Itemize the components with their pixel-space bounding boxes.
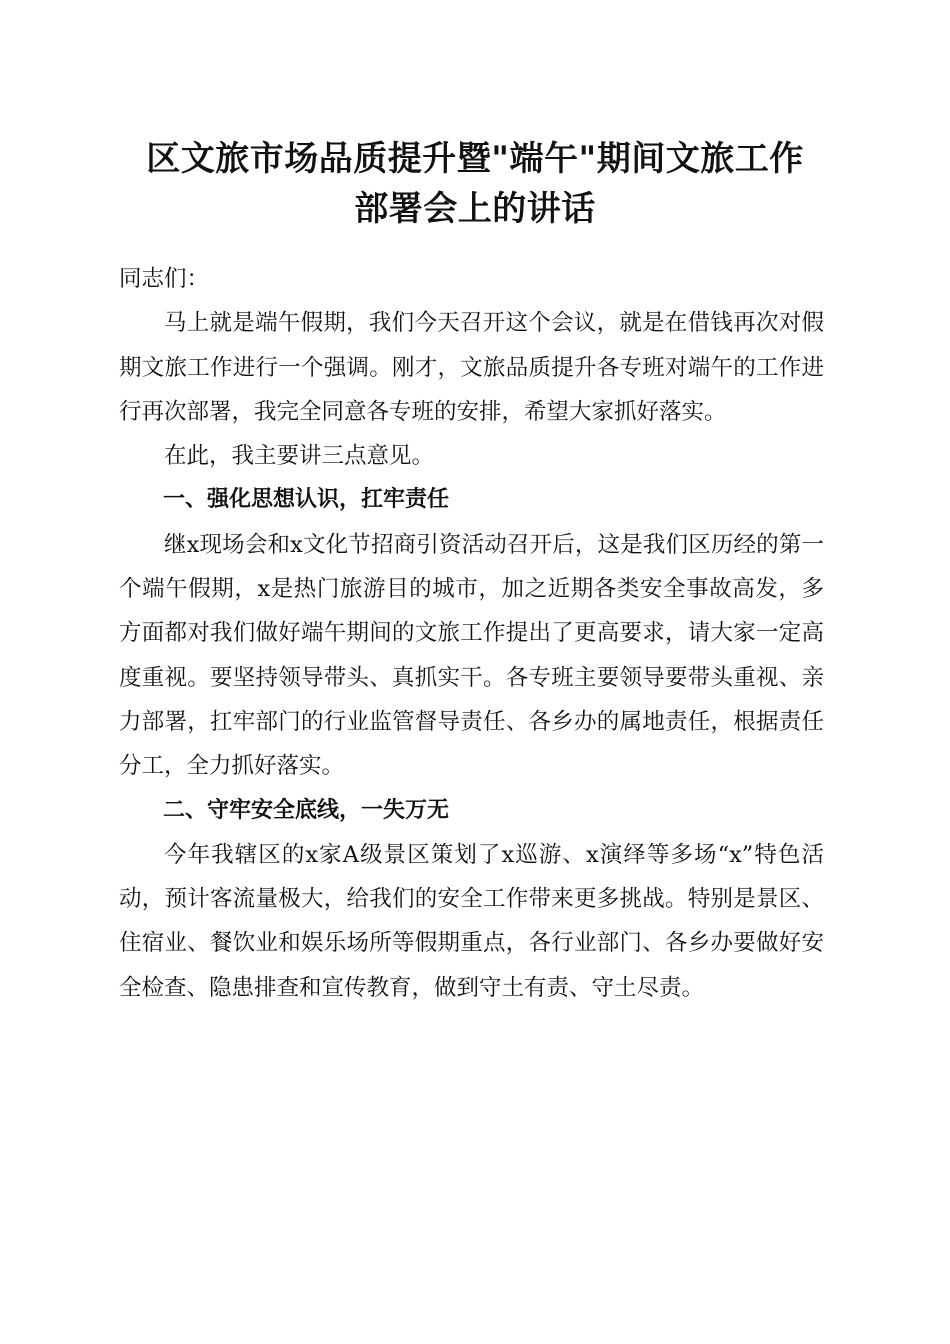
title-line-1: 区文旅市场品质提升暨"端午"期间文旅工作: [146, 139, 804, 179]
paragraph-section-2: 今年我辖区的x家A级景区策划了x巡游、x演绎等多场“x”特色活动，预计客流量极大，给我们的安全工作带来更多挑战。特别是景区、住宿业、餐饮业和娱乐场所等假期重点，各行业部门、各乡办要做好安全检查、隐患排查和宣传教育，做到守土有责、守土尽责。: [119, 841, 824, 1001]
title-line-2: 部署会上的讲话: [354, 189, 596, 229]
section-heading-2: 二、守牢安全底线，一失万无: [163, 797, 450, 823]
salutation: 同志们：: [119, 266, 210, 292]
section-heading-1: 一、强化思想认识，扛牢责任: [163, 487, 450, 513]
speech-body: [119, 257, 824, 1010]
page-title: [100, 134, 850, 234]
paragraph-three-points: 在此，我主要讲三点意见。: [164, 443, 435, 470]
paragraph-intro: 马上就是端午假期，我们今天召开这个会议，就是在借钱再次对假期文旅工作进行一个强调。刚才，文旅品质提升各专班对端午的工作进行再次部署，我完全同意各专班的安排，希望大家抓好落实。: [119, 310, 824, 425]
paragraph-section-1: 继x现场会和x文化节招商引资活动召开后，这是我们区历经的第一个端午假期，x是热门旅游目的城市，加之近期各类安全事故高发，多方面都对我们做好端午期间的文旅工作提出了更高要求，请大家一定高度重视。要坚持领导带头、真抓实干。各专班主要领导要带头重视、亲力部署，扛牢部门的行业监管督导责任、各乡办的属地责任，根据责任分工，全力抓好落实。: [119, 531, 824, 780]
